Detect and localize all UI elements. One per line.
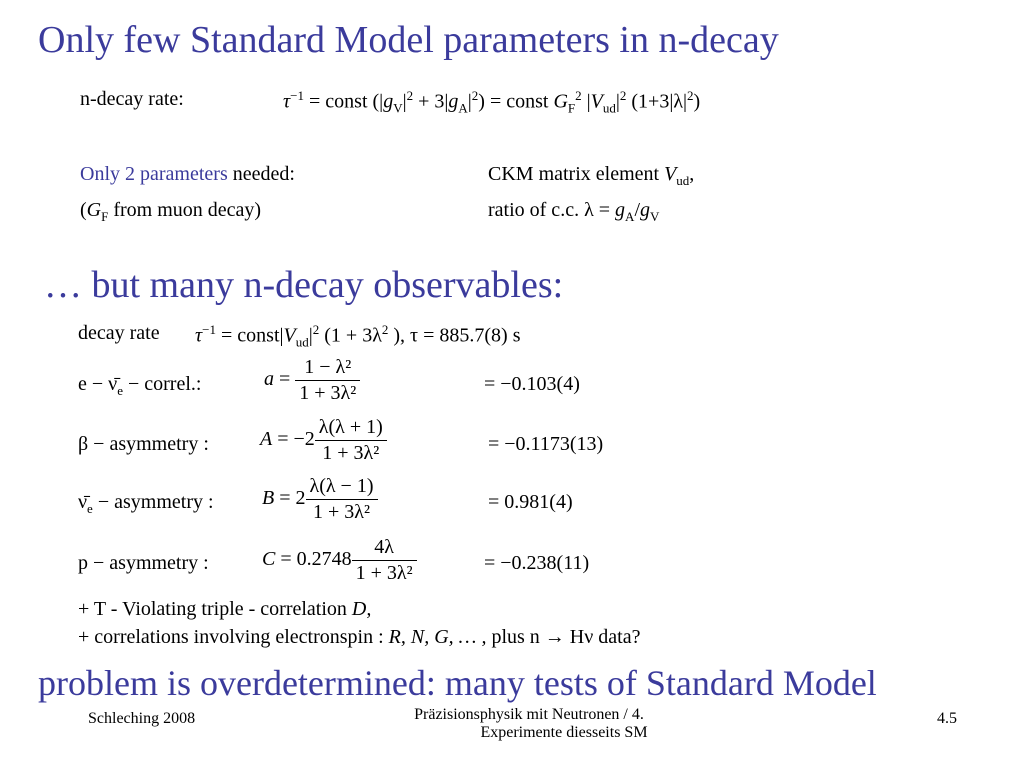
- gf-rest: from muon decay): [108, 199, 262, 221]
- p-asym-fraction: [352, 535, 417, 586]
- rate-text-1: = const (|: [304, 90, 384, 113]
- rate-text-2: + 3|: [413, 90, 449, 113]
- nu-asym-sub: e: [87, 501, 93, 516]
- beta-num: λ(λ + 1): [315, 415, 387, 441]
- tau-symbol: τ: [283, 90, 291, 113]
- beta-label: β − asymmetry :: [78, 433, 209, 455]
- decay-rate-label: decay rate: [78, 322, 160, 344]
- rate-sq-4: 2: [619, 88, 627, 103]
- dr-eq: = const|: [216, 324, 284, 347]
- p-asym-value: = −0.238(11): [484, 552, 590, 574]
- correl-rest: − correl.:: [122, 373, 202, 395]
- correl-eq: =: [274, 368, 296, 391]
- footer-center-line1: Präzisionsphysik mit Neutronen / 4.: [414, 706, 644, 723]
- rate-text-3: ) = const: [478, 90, 554, 113]
- decay-rate-formula: [195, 322, 520, 351]
- page-title: Only few Standard Model parameters in n-decay: [38, 19, 779, 61]
- nu-asym-sym: B: [262, 487, 275, 510]
- correl-nu: ν̄: [108, 373, 118, 395]
- ckm-comma: ,: [689, 163, 695, 185]
- ratio-text: ratio of c.c. λ =: [488, 199, 616, 221]
- params-gf: [80, 199, 261, 225]
- rate-sq-3: 2: [575, 88, 582, 103]
- ckm-V: V: [664, 163, 677, 185]
- dr-bar: |: [308, 324, 313, 347]
- spin-syms: R, N, G, … ,: [388, 626, 487, 648]
- p-asym-label: p − asymmetry :: [78, 552, 209, 574]
- p-asym-num: 4λ: [352, 535, 417, 561]
- needed-text: needed:: [227, 163, 295, 185]
- footer-left: Schleching 2008: [88, 710, 196, 727]
- only2-highlight: Only 2 parameters: [80, 163, 228, 185]
- ratio-g1: g: [615, 199, 626, 221]
- nu-asym-value: = 0.981(4): [488, 491, 573, 513]
- gf-F-sub: F: [101, 209, 109, 224]
- ratio-g2: g: [640, 199, 650, 221]
- dr-exp3: 2: [381, 322, 389, 337]
- triple-correlation-line: [78, 598, 371, 621]
- rate-sq-5: 2: [687, 88, 694, 103]
- dr-V: V: [283, 324, 296, 347]
- correl-sym: a: [264, 368, 274, 391]
- rate-text-6: ): [693, 90, 701, 113]
- correl-e: e −: [78, 373, 109, 395]
- section-title-observables: … but many n-decay observables:: [44, 264, 564, 306]
- params-needed: [80, 163, 295, 186]
- p-asym-formula: [262, 535, 417, 586]
- footer-center-line2: Experimente diesseits SM: [480, 724, 648, 741]
- dr-tau: τ: [195, 324, 203, 347]
- spin-text: + correlations involving electronspin :: [78, 626, 389, 648]
- gv-g: g: [383, 90, 394, 113]
- beta-den: 1 + 3λ²: [322, 442, 380, 464]
- tau-exponent: −1: [290, 88, 305, 103]
- nu-asym-num: λ(λ − 1): [306, 474, 378, 500]
- vud-V: V: [590, 90, 603, 113]
- rate-bar-1: |: [402, 90, 407, 113]
- electron-spin-line: [78, 626, 640, 649]
- ckm-ud: ud: [676, 173, 690, 188]
- correl-formula: [264, 355, 360, 406]
- gf-open: (: [80, 199, 87, 221]
- ckm-text: CKM matrix element: [488, 163, 665, 185]
- ga-g: g: [448, 90, 459, 113]
- nu-asym-eq: = 2: [274, 487, 306, 510]
- rate-bar-2: |: [467, 90, 472, 113]
- beta-formula: [260, 415, 387, 466]
- ga-sub: A: [458, 100, 468, 116]
- nu-asym-den: 1 + 3λ²: [313, 501, 370, 523]
- p-asym-den: 1 + 3λ²: [355, 562, 413, 584]
- gf-sub: F: [567, 100, 576, 116]
- rate-bar-3: |: [615, 90, 620, 113]
- gf-G: G: [553, 90, 568, 113]
- params-ckm: [488, 163, 694, 189]
- rate-label: n-decay rate:: [80, 88, 184, 110]
- rate-formula: [283, 88, 700, 117]
- dr-close: ), τ = 885.7(8) s: [388, 324, 521, 347]
- gv-sub: V: [393, 100, 403, 116]
- nu-asym-rest: − asymmetry :: [92, 491, 214, 513]
- nu-asym-nu: ν̄: [78, 491, 88, 513]
- nu-asym-fraction: [306, 474, 378, 525]
- p-asym-eq: = 0.2748: [275, 548, 352, 571]
- ratio-slash: /: [634, 199, 640, 221]
- beta-eq: = −2: [272, 428, 315, 451]
- dr-exp: −1: [202, 322, 217, 337]
- rate-text-4: |: [581, 90, 591, 113]
- correl-num: 1 − λ²: [295, 355, 360, 381]
- correl-nu-sub: e: [117, 383, 123, 398]
- dr-ud: ud: [295, 334, 309, 350]
- vud-sub: ud: [602, 100, 616, 116]
- beta-fraction: [315, 415, 387, 466]
- triple-D: D,: [351, 598, 372, 620]
- ratio-V: V: [650, 209, 660, 224]
- nu-asym-label: [78, 491, 214, 517]
- correl-label: [78, 373, 201, 399]
- rate-text-5: (1+3|λ|: [626, 90, 688, 113]
- beta-sym: A: [260, 428, 273, 451]
- rate-sq-1: 2: [406, 88, 414, 103]
- nu-asym-formula: [262, 474, 378, 525]
- correl-value: = −0.103(4): [484, 373, 580, 395]
- footer-page-number: 4.5: [937, 710, 957, 727]
- ratio-A: A: [625, 209, 635, 224]
- spin-post: plus n → Hν data?: [486, 626, 641, 648]
- p-asym-sym: C: [262, 548, 276, 571]
- dr-paren: (1 + 3λ: [319, 324, 382, 347]
- correl-den: 1 + 3λ²: [299, 382, 357, 404]
- dr-exp2: 2: [312, 322, 320, 337]
- gf-G-sym: G: [86, 199, 102, 221]
- beta-value: = −0.1173(13): [488, 433, 604, 455]
- triple-text: + T - Violating triple - correlation: [78, 598, 352, 620]
- correl-fraction: [295, 355, 360, 406]
- params-ratio: [488, 199, 659, 225]
- conclusion: problem is overdetermined: many tests of Standard Model: [38, 663, 877, 703]
- rate-sq-2: 2: [471, 88, 479, 103]
- footer-center: [384, 706, 674, 742]
